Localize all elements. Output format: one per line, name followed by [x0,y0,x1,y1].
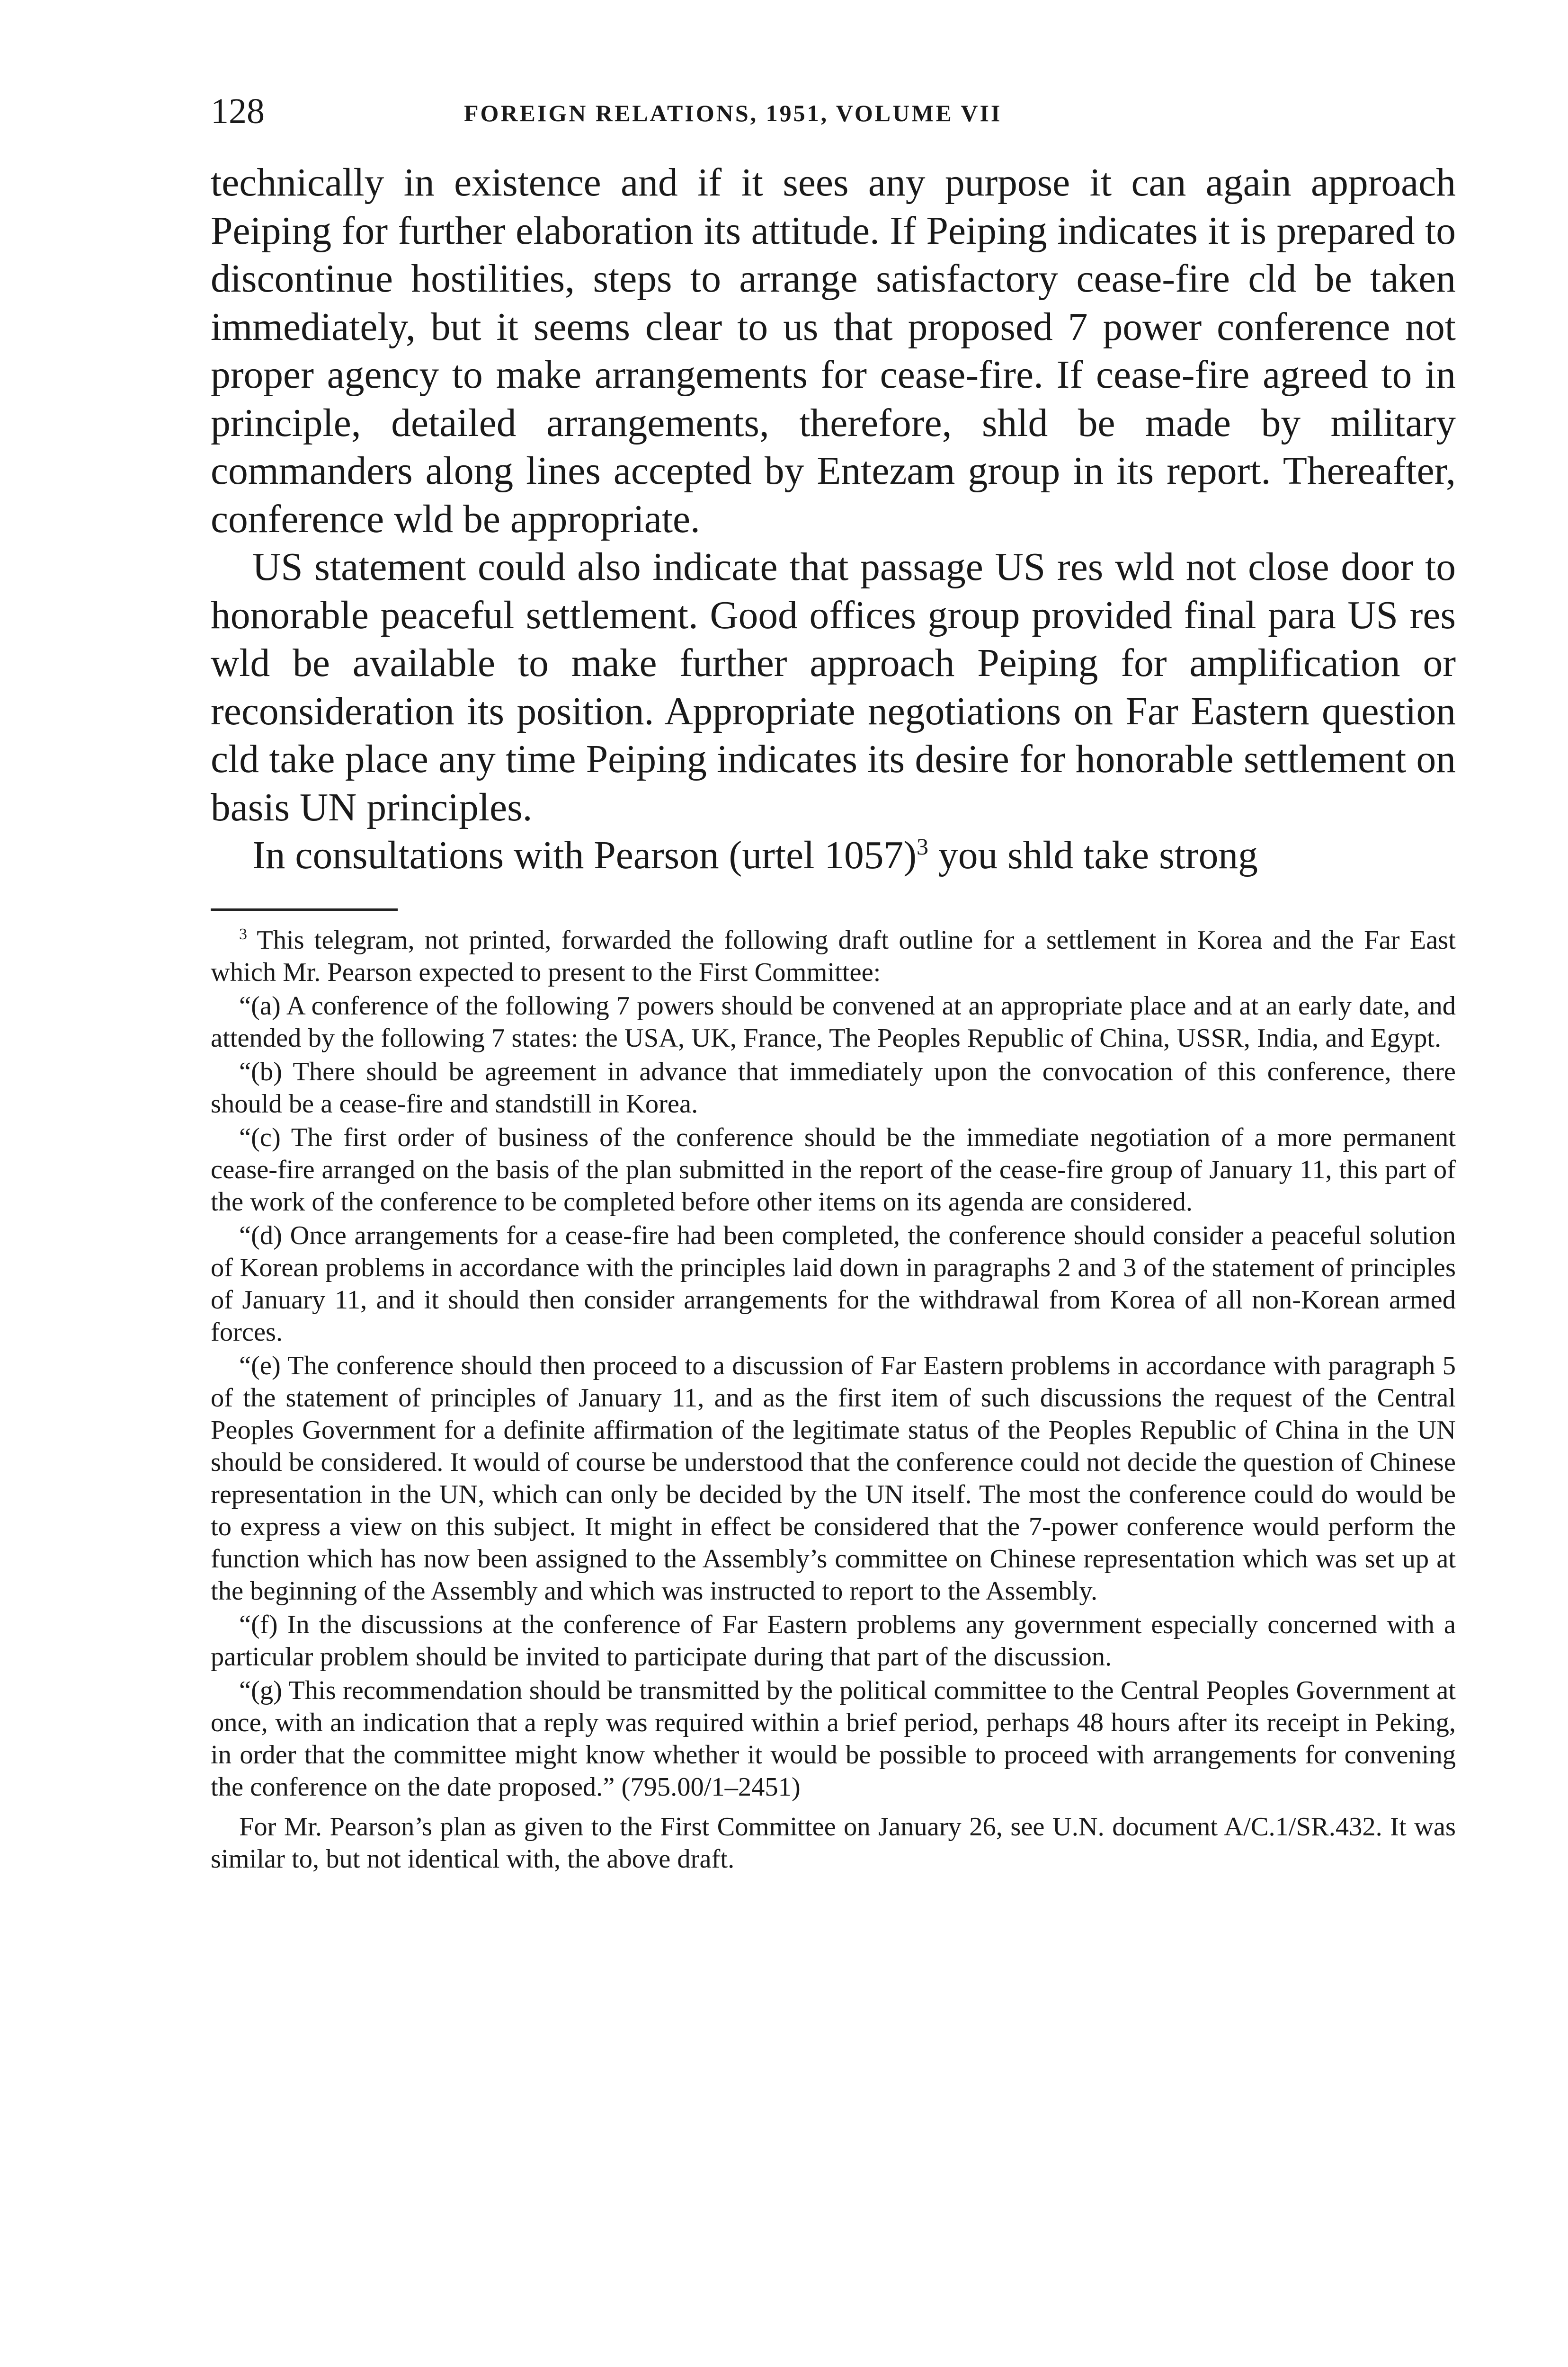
footnote-divider [211,908,398,911]
footnote-item-c: “(c) The first order of business of the conference should be the immediate negotiation of a more permanent cease-fire arranged on the basis of the plan submitted in the report of the cease-fire group of January 11, this part of the work of the conference to be completed before other items on its agenda are considered. [211,1122,1456,1217]
footnote-item-a: “(a) A conference of the following 7 powers should be convened at an appropriate place and at an early date, and attended by the following 7 states: the USA, UK, France, The Peoples Republic of China, USSR, India, and Egypt. [211,991,1456,1053]
body-paragraph-3-tail: you shld take strong [928,834,1258,877]
body-paragraph-2: US statement could also indicate that passage US res wld not close door to honorable peaceful settlement. Good offices group provided final para US res wld be available to make further approach Peiping for amplification or reconsideration its position. Appropriate negotiations on Far Eastern question cld take place any time Peiping indicates its desire for honorable settlement on basis UN principles. [211,545,1456,829]
body-paragraph-3-text: In consultations with Pearson (urtel 1057) [252,834,917,877]
footnotes [211,924,1456,1875]
body-paragraph-3 [211,832,1456,880]
footnote-item-b: “(b) There should be agreement in advance that immediately upon the convocation of this conference, there should be a cease-fire and standstill in Korea. [211,1057,1456,1119]
body-paragraph-1: technically in existence and if it sees any purpose it can again approach Peiping for further elaboration its attitude. If Peiping indicates it is prepared to discontinue hostilities, steps to arrange satisfactory cease-fire cld be taken immediately, but it seems clear to us that proposed 7 power conference not proper agency to make arrangements for cease-fire. If cease-fire agreed to in principle, detailed arrangements, therefore, shld be made by military commanders along lines accepted by Entezam group in its report. Thereafter, conference wld be appropriate. [211,161,1456,541]
footnote-item-f: “(f) In the discussions at the conference of Far Eastern problems any government especially concerned with a particular problem should be invited to participate during that part of the discussion. [211,1610,1456,1672]
main-text [211,159,1456,880]
page-header [211,90,1456,147]
running-head: FOREIGN RELATIONS, 1951, VOLUME VII [464,100,1002,126]
footnote-intro [211,924,1456,988]
footnote-marker: 3 [239,925,247,943]
footnote-reference: 3 [917,833,929,860]
footnote-intro-text: This telegram, not printed, forwarded the following draft outline for a settlement in Korea and the Far East which Mr. Pearson expected to present to the First Committee: [211,925,1456,987]
footnote-closing: For Mr. Pearson’s plan as given to the First Committee on January 26, see U.N. document A/C.1/SR.432. It was similar to, but not identical with, the above draft. [211,1812,1456,1874]
document-page [211,90,1456,1877]
footnote-item-g: “(g) This recommendation should be transmitted by the political committee to the Central Peoples Government at once, with an indication that a reply was required within a brief period, perhaps 48 hours after its receipt in Peking, in order that the committee might know whether it would be possible to proceed with arrangements for convening the conference on the date proposed.” (795.00/1–2451) [211,1675,1456,1802]
footnote-item-d: “(d) Once arrangements for a cease-fire had been completed, the conference should consider a peaceful solution of Korean problems in accordance with the principles laid down in paragraphs 2 and 3 of the statement of principles of January 11, and it should then consider arrangements for the withdrawal from Korea of all non-Korean armed forces. [211,1220,1456,1347]
page-number: 128 [211,91,265,131]
footnote-item-e: “(e) The conference should then proceed to a discussion of Far Eastern problems in accordance with paragraph 5 of the statement of principles of January 11, and as the first item of such discussions the request of the Central Peoples Government for a definite affirmation of the legitimate status of the Peoples Republic of China in the UN should be considered. It would of course be understood that the conference could not decide the question of Chinese representation in the UN, which can only be decided by the UN itself. The most the conference could do would be to express a view on this subject. It might in effect be considered that the 7-power conference would perform the function which has now been assigned to the Assembly’s committee on Chinese representation which was set up at the beginning of the Assembly and which was instructed to report to the Assembly. [211,1351,1456,1606]
